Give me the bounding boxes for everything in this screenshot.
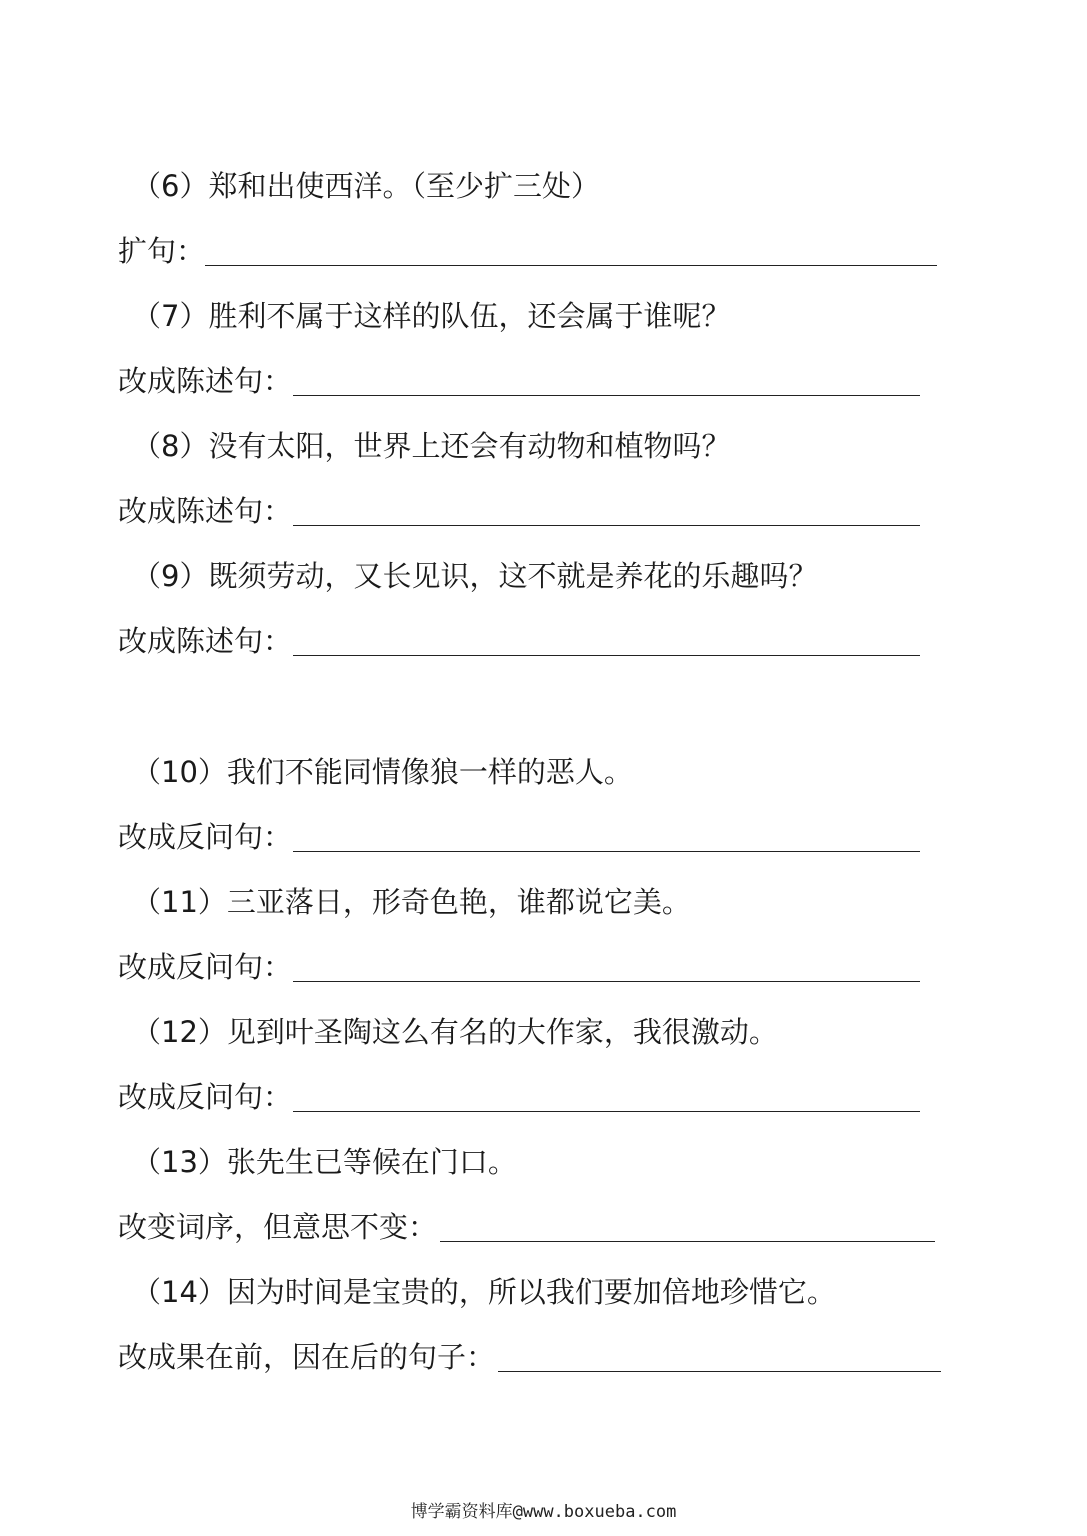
answer-line-12[interactable] [293, 1111, 920, 1112]
question-7: （7）胜利不属于这样的队伍，还会属于谁呢？ [132, 299, 731, 333]
answer-label-12: 改成反问句： [118, 1080, 293, 1114]
answer-line-13[interactable] [440, 1241, 935, 1242]
answer-label-7: 改成陈述句： [118, 364, 293, 398]
answer-label-10: 改成反问句： [118, 820, 293, 854]
answer-line-7[interactable] [293, 395, 920, 396]
footer-watermark: 博学霸资料库@www.boxueba.com [410, 1502, 677, 1522]
question-6: （6）郑和出使西洋。（至少扩三处） [132, 169, 600, 203]
question-12: （12）见到叶圣陶这么有名的大作家，我很激动。 [132, 1015, 778, 1049]
question-13: （13）张先生已等候在门口。 [132, 1145, 517, 1179]
answer-label-8: 改成陈述句： [118, 494, 293, 528]
question-9: （9）既须劳动，又长见识，这不就是养花的乐趣吗？ [132, 559, 818, 593]
question-11: （11）三亚落日，形奇色艳，谁都说它美。 [132, 885, 691, 919]
question-10: （10）我们不能同情像狼一样的恶人。 [132, 755, 633, 789]
answer-label-14: 改成果在前，因在后的句子： [118, 1340, 496, 1374]
answer-line-14[interactable] [498, 1371, 941, 1372]
answer-line-11[interactable] [293, 981, 920, 982]
answer-line-6[interactable] [205, 265, 937, 266]
answer-line-8[interactable] [293, 525, 920, 526]
answer-line-9[interactable] [293, 655, 920, 656]
answer-label-9: 改成陈述句： [118, 624, 293, 658]
question-8: （8）没有太阳，世界上还会有动物和植物吗？ [132, 429, 731, 463]
answer-line-10[interactable] [293, 851, 920, 852]
answer-label-11: 改成反问句： [118, 950, 293, 984]
question-14: （14）因为时间是宝贵的，所以我们要加倍地珍惜它。 [132, 1275, 836, 1309]
answer-label-13: 改变词序，但意思不变： [118, 1210, 438, 1244]
answer-label-6: 扩句： [118, 234, 206, 268]
